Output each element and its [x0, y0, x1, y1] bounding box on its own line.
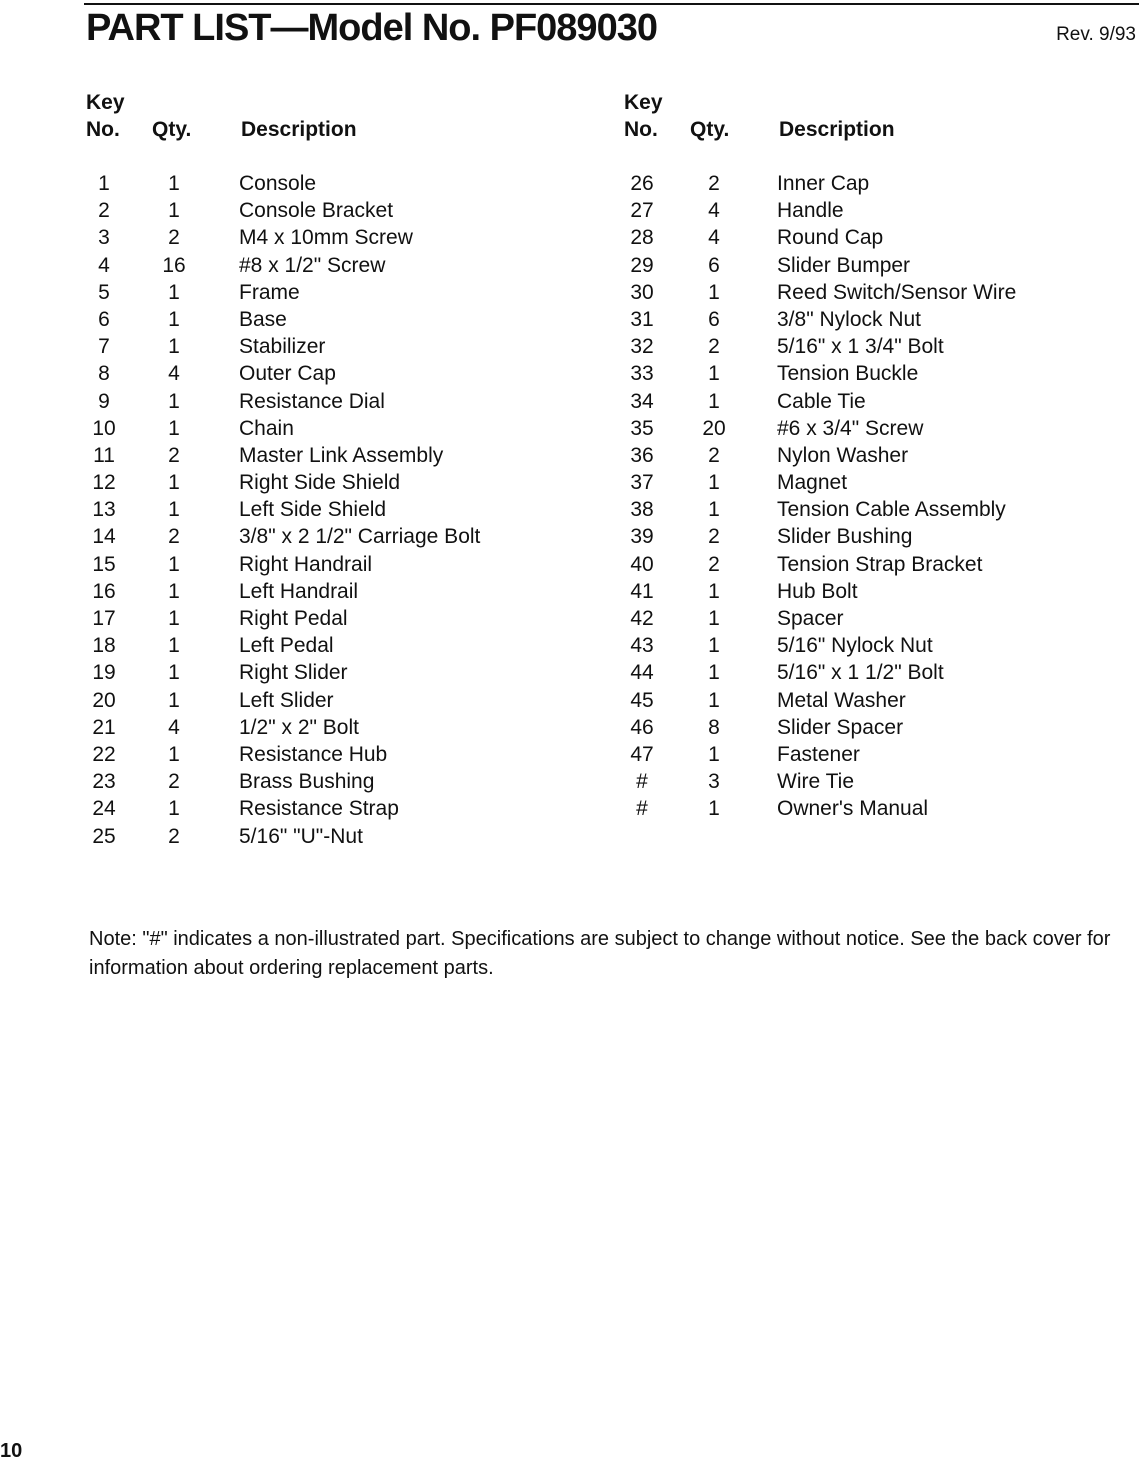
- table-row: [86, 279, 566, 306]
- part-description: Right Pedal: [239, 607, 348, 630]
- table-row: [86, 714, 566, 741]
- description-header: Description: [241, 118, 357, 141]
- part-description: Nylon Washer: [777, 443, 909, 467]
- table-row: [86, 306, 566, 333]
- part-description: 5/16" "U"-Nut: [239, 824, 363, 848]
- part-description: Tension Cable Assembly: [777, 498, 1006, 522]
- table-row: [86, 768, 566, 795]
- key-number: 28: [630, 226, 654, 250]
- part-description: Slider Bumper: [777, 253, 911, 277]
- part-description: Tension Buckle: [777, 362, 919, 386]
- table-row: [624, 306, 1104, 333]
- key-number: 31: [630, 307, 654, 331]
- quantity: 1: [708, 634, 720, 658]
- quantity: 2: [708, 172, 720, 195]
- part-description: Resistance Strap: [239, 797, 399, 821]
- parts-rows-right: [624, 170, 1104, 823]
- key-number: 46: [630, 715, 654, 739]
- key-number: 15: [92, 552, 116, 576]
- part-description: Slider Bushing: [777, 525, 913, 549]
- key-number: 32: [630, 335, 654, 359]
- quantity: 2: [708, 443, 720, 467]
- table-row: [86, 415, 566, 442]
- table-row: [624, 415, 1104, 442]
- part-description: Fastener: [777, 742, 860, 766]
- key-number: 37: [630, 471, 654, 495]
- table-row: [86, 687, 566, 714]
- part-description: Left Slider: [239, 688, 334, 712]
- part-description: Tension Strap Bracket: [777, 552, 983, 576]
- part-description: Slider Spacer: [777, 715, 904, 739]
- quantity: 4: [708, 226, 720, 250]
- table-row: [86, 360, 566, 387]
- table-row: [86, 659, 566, 686]
- table-row: [86, 578, 566, 605]
- quantity: 1: [168, 280, 180, 304]
- quantity: 1: [708, 579, 720, 603]
- part-description: Metal Washer: [777, 688, 906, 712]
- part-description: Console Bracket: [239, 199, 394, 223]
- key-number: 40: [630, 552, 654, 576]
- key-number: 9: [98, 389, 110, 413]
- part-description: Round Cap: [777, 226, 884, 250]
- key-number: 33: [630, 362, 654, 386]
- quantity: 2: [708, 552, 720, 576]
- part-description: Master Link Assembly: [239, 443, 444, 467]
- table-row: [86, 741, 566, 768]
- part-description: Left Handrail: [239, 579, 359, 603]
- key-number: 25: [92, 824, 116, 848]
- part-description: Chain: [239, 416, 294, 440]
- table-row: [624, 252, 1104, 279]
- key-number: 38: [630, 498, 654, 522]
- key-number: 8: [98, 362, 110, 386]
- quantity: 2: [168, 525, 180, 549]
- quantity: 1: [708, 362, 720, 386]
- quantity: 1: [168, 742, 180, 766]
- table-row: [624, 360, 1104, 387]
- quantity: 8: [708, 715, 720, 739]
- part-description: Left Pedal: [239, 634, 334, 658]
- key-number: 34: [630, 389, 654, 413]
- title-rule: [84, 3, 1139, 5]
- key-number: 17: [92, 607, 116, 630]
- part-description: Spacer: [777, 607, 844, 630]
- key-number: 11: [93, 443, 115, 467]
- table-row: [86, 823, 566, 850]
- quantity: 1: [708, 742, 720, 766]
- table-row: [624, 795, 1104, 822]
- table-row: [86, 551, 566, 578]
- key-number: 35: [630, 416, 654, 440]
- key-header-line1: Key: [86, 91, 125, 114]
- key-number: 29: [630, 253, 654, 277]
- part-description: Resistance Dial: [239, 389, 385, 413]
- table-row: [86, 388, 566, 415]
- quantity: 1: [708, 688, 720, 712]
- quantity: 1: [708, 280, 720, 304]
- part-description: Inner Cap: [777, 172, 870, 195]
- table-row: [86, 252, 566, 279]
- key-header-line2: No.: [86, 118, 120, 141]
- table-row: [624, 632, 1104, 659]
- quantity: 1: [168, 607, 180, 630]
- part-description: Owner's Manual: [777, 797, 929, 821]
- quantity: 2: [168, 770, 180, 794]
- key-number: 45: [630, 688, 654, 712]
- key-number: 30: [630, 280, 654, 304]
- part-description: Outer Cap: [239, 362, 336, 386]
- table-row: [624, 333, 1104, 360]
- qty-header: Qty.: [152, 118, 192, 141]
- part-description: Brass Bushing: [239, 770, 375, 794]
- key-number: 3: [98, 226, 110, 250]
- quantity: 4: [168, 362, 180, 386]
- table-row: [624, 605, 1104, 632]
- table-row: [86, 632, 566, 659]
- quantity: 1: [168, 797, 180, 821]
- part-description: Right Handrail: [239, 552, 373, 576]
- table-row: [624, 578, 1104, 605]
- quantity: 1: [168, 498, 180, 522]
- quantity: 1: [168, 416, 180, 440]
- table-row: [624, 197, 1104, 224]
- part-description: #6 x 3/4" Screw: [777, 416, 924, 440]
- part-description: 5/16" x 1 3/4" Bolt: [777, 335, 944, 359]
- key-number: 10: [92, 416, 116, 440]
- page-title: PART LIST—Model No. PF089030: [86, 7, 657, 49]
- quantity: 6: [708, 253, 720, 277]
- key-number: 36: [630, 443, 654, 467]
- table-row: [624, 496, 1104, 523]
- quantity: 1: [168, 389, 180, 413]
- quantity: 1: [168, 634, 180, 658]
- key-number: 2: [98, 199, 110, 223]
- key-number: 44: [630, 661, 654, 685]
- revision-label: Rev. 9/93: [1056, 24, 1136, 45]
- part-description: Resistance Hub: [239, 742, 388, 766]
- key-number: 26: [630, 172, 654, 195]
- quantity: 1: [168, 688, 180, 712]
- key-number: 5: [98, 280, 110, 304]
- key-number: 4: [98, 253, 110, 277]
- description-header: Description: [779, 118, 895, 141]
- part-description: Wire Tie: [777, 770, 855, 794]
- part-description: Cable Tie: [777, 389, 866, 413]
- key-number: #: [636, 770, 648, 794]
- table-row: [624, 469, 1104, 496]
- quantity: 3: [708, 770, 720, 794]
- table-row: [86, 224, 566, 251]
- table-row: [624, 714, 1104, 741]
- part-description: 5/16" Nylock Nut: [777, 634, 933, 658]
- table-row: [624, 442, 1104, 469]
- key-number: 39: [630, 525, 654, 549]
- part-description: M4 x 10mm Screw: [239, 226, 413, 250]
- key-number: 21: [92, 715, 116, 739]
- quantity: 1: [708, 607, 720, 630]
- key-number: 42: [630, 607, 654, 630]
- part-description: 5/16" x 1 1/2" Bolt: [777, 661, 944, 685]
- table-row: [624, 523, 1104, 550]
- part-description: Handle: [777, 199, 844, 223]
- part-description: Magnet: [777, 471, 848, 495]
- key-number: 18: [92, 634, 116, 658]
- table-row: [86, 496, 566, 523]
- table-row: [86, 333, 566, 360]
- key-number: 22: [92, 742, 116, 766]
- key-number: 7: [98, 335, 110, 359]
- quantity: 2: [708, 335, 720, 359]
- part-description: Left Side Shield: [239, 498, 387, 522]
- table-row: [624, 687, 1104, 714]
- key-number: 12: [92, 471, 116, 495]
- part-description: Right Side Shield: [239, 471, 401, 495]
- key-number: 47: [630, 742, 654, 766]
- part-description: Console: [239, 172, 317, 195]
- key-number: 20: [92, 688, 116, 712]
- key-number: 19: [92, 661, 116, 685]
- quantity: 2: [708, 525, 720, 549]
- table-row: [86, 605, 566, 632]
- part-description: Stabilizer: [239, 335, 326, 359]
- quantity: 1: [168, 335, 180, 359]
- part-description: #8 x 1/2" Screw: [239, 253, 386, 277]
- key-number: 16: [92, 579, 116, 603]
- table-row: [624, 170, 1104, 197]
- quantity: 2: [168, 824, 180, 848]
- page-number: 10: [0, 1440, 23, 1462]
- quantity: 4: [168, 715, 180, 739]
- quantity: 1: [168, 579, 180, 603]
- key-number: 23: [92, 770, 116, 794]
- quantity: 16: [162, 253, 186, 277]
- quantity: 2: [168, 226, 180, 250]
- quantity: 1: [708, 797, 720, 821]
- part-description: Base: [239, 307, 287, 331]
- footnote: Note: "#" indicates a non-illustrated part. Specifications are subject to change without notice. See the back cover for information about ordering replacement parts.: [89, 928, 1111, 979]
- key-number: 13: [92, 498, 116, 522]
- key-number: 41: [630, 579, 654, 603]
- key-number: 1: [98, 172, 110, 195]
- quantity: 1: [168, 199, 180, 223]
- key-header-line1: Key: [624, 91, 663, 114]
- part-description: 3/8" x 2 1/2" Carriage Bolt: [239, 525, 481, 549]
- quantity: 6: [708, 307, 720, 331]
- quantity: 1: [708, 471, 720, 495]
- quantity: 1: [168, 172, 180, 195]
- part-description: 3/8" Nylock Nut: [777, 307, 922, 331]
- quantity: 1: [708, 389, 720, 413]
- part-description: Right Slider: [239, 661, 348, 685]
- quantity: 20: [702, 416, 726, 440]
- key-number: 6: [98, 307, 110, 331]
- key-number: 43: [630, 634, 654, 658]
- table-row: [624, 388, 1104, 415]
- quantity: 1: [168, 307, 180, 331]
- quantity: 1: [168, 471, 180, 495]
- quantity: 2: [168, 443, 180, 467]
- table-row: [86, 170, 566, 197]
- table-row: [624, 659, 1104, 686]
- key-number: 27: [630, 199, 654, 223]
- key-number: 14: [92, 525, 116, 549]
- table-row: [86, 442, 566, 469]
- parts-rows-left: [86, 170, 566, 850]
- quantity: 1: [708, 661, 720, 685]
- key-number: 24: [92, 797, 116, 821]
- table-row: [86, 197, 566, 224]
- table-row: [624, 741, 1104, 768]
- part-description: Frame: [239, 280, 300, 304]
- part-description: 1/2" x 2" Bolt: [239, 715, 359, 739]
- table-row: [624, 224, 1104, 251]
- table-row: [86, 469, 566, 496]
- quantity: 1: [708, 498, 720, 522]
- part-description: Hub Bolt: [777, 579, 858, 603]
- table-row: [624, 551, 1104, 578]
- part-description: Reed Switch/Sensor Wire: [777, 280, 1017, 304]
- quantity: 1: [168, 552, 180, 576]
- qty-header: Qty.: [690, 118, 730, 141]
- quantity: 4: [708, 199, 720, 223]
- table-row: [624, 279, 1104, 306]
- table-row: [86, 523, 566, 550]
- table-row: [624, 768, 1104, 795]
- key-header-line2: No.: [624, 118, 658, 141]
- quantity: 1: [168, 661, 180, 685]
- table-row: [86, 795, 566, 822]
- key-number: #: [636, 797, 648, 821]
